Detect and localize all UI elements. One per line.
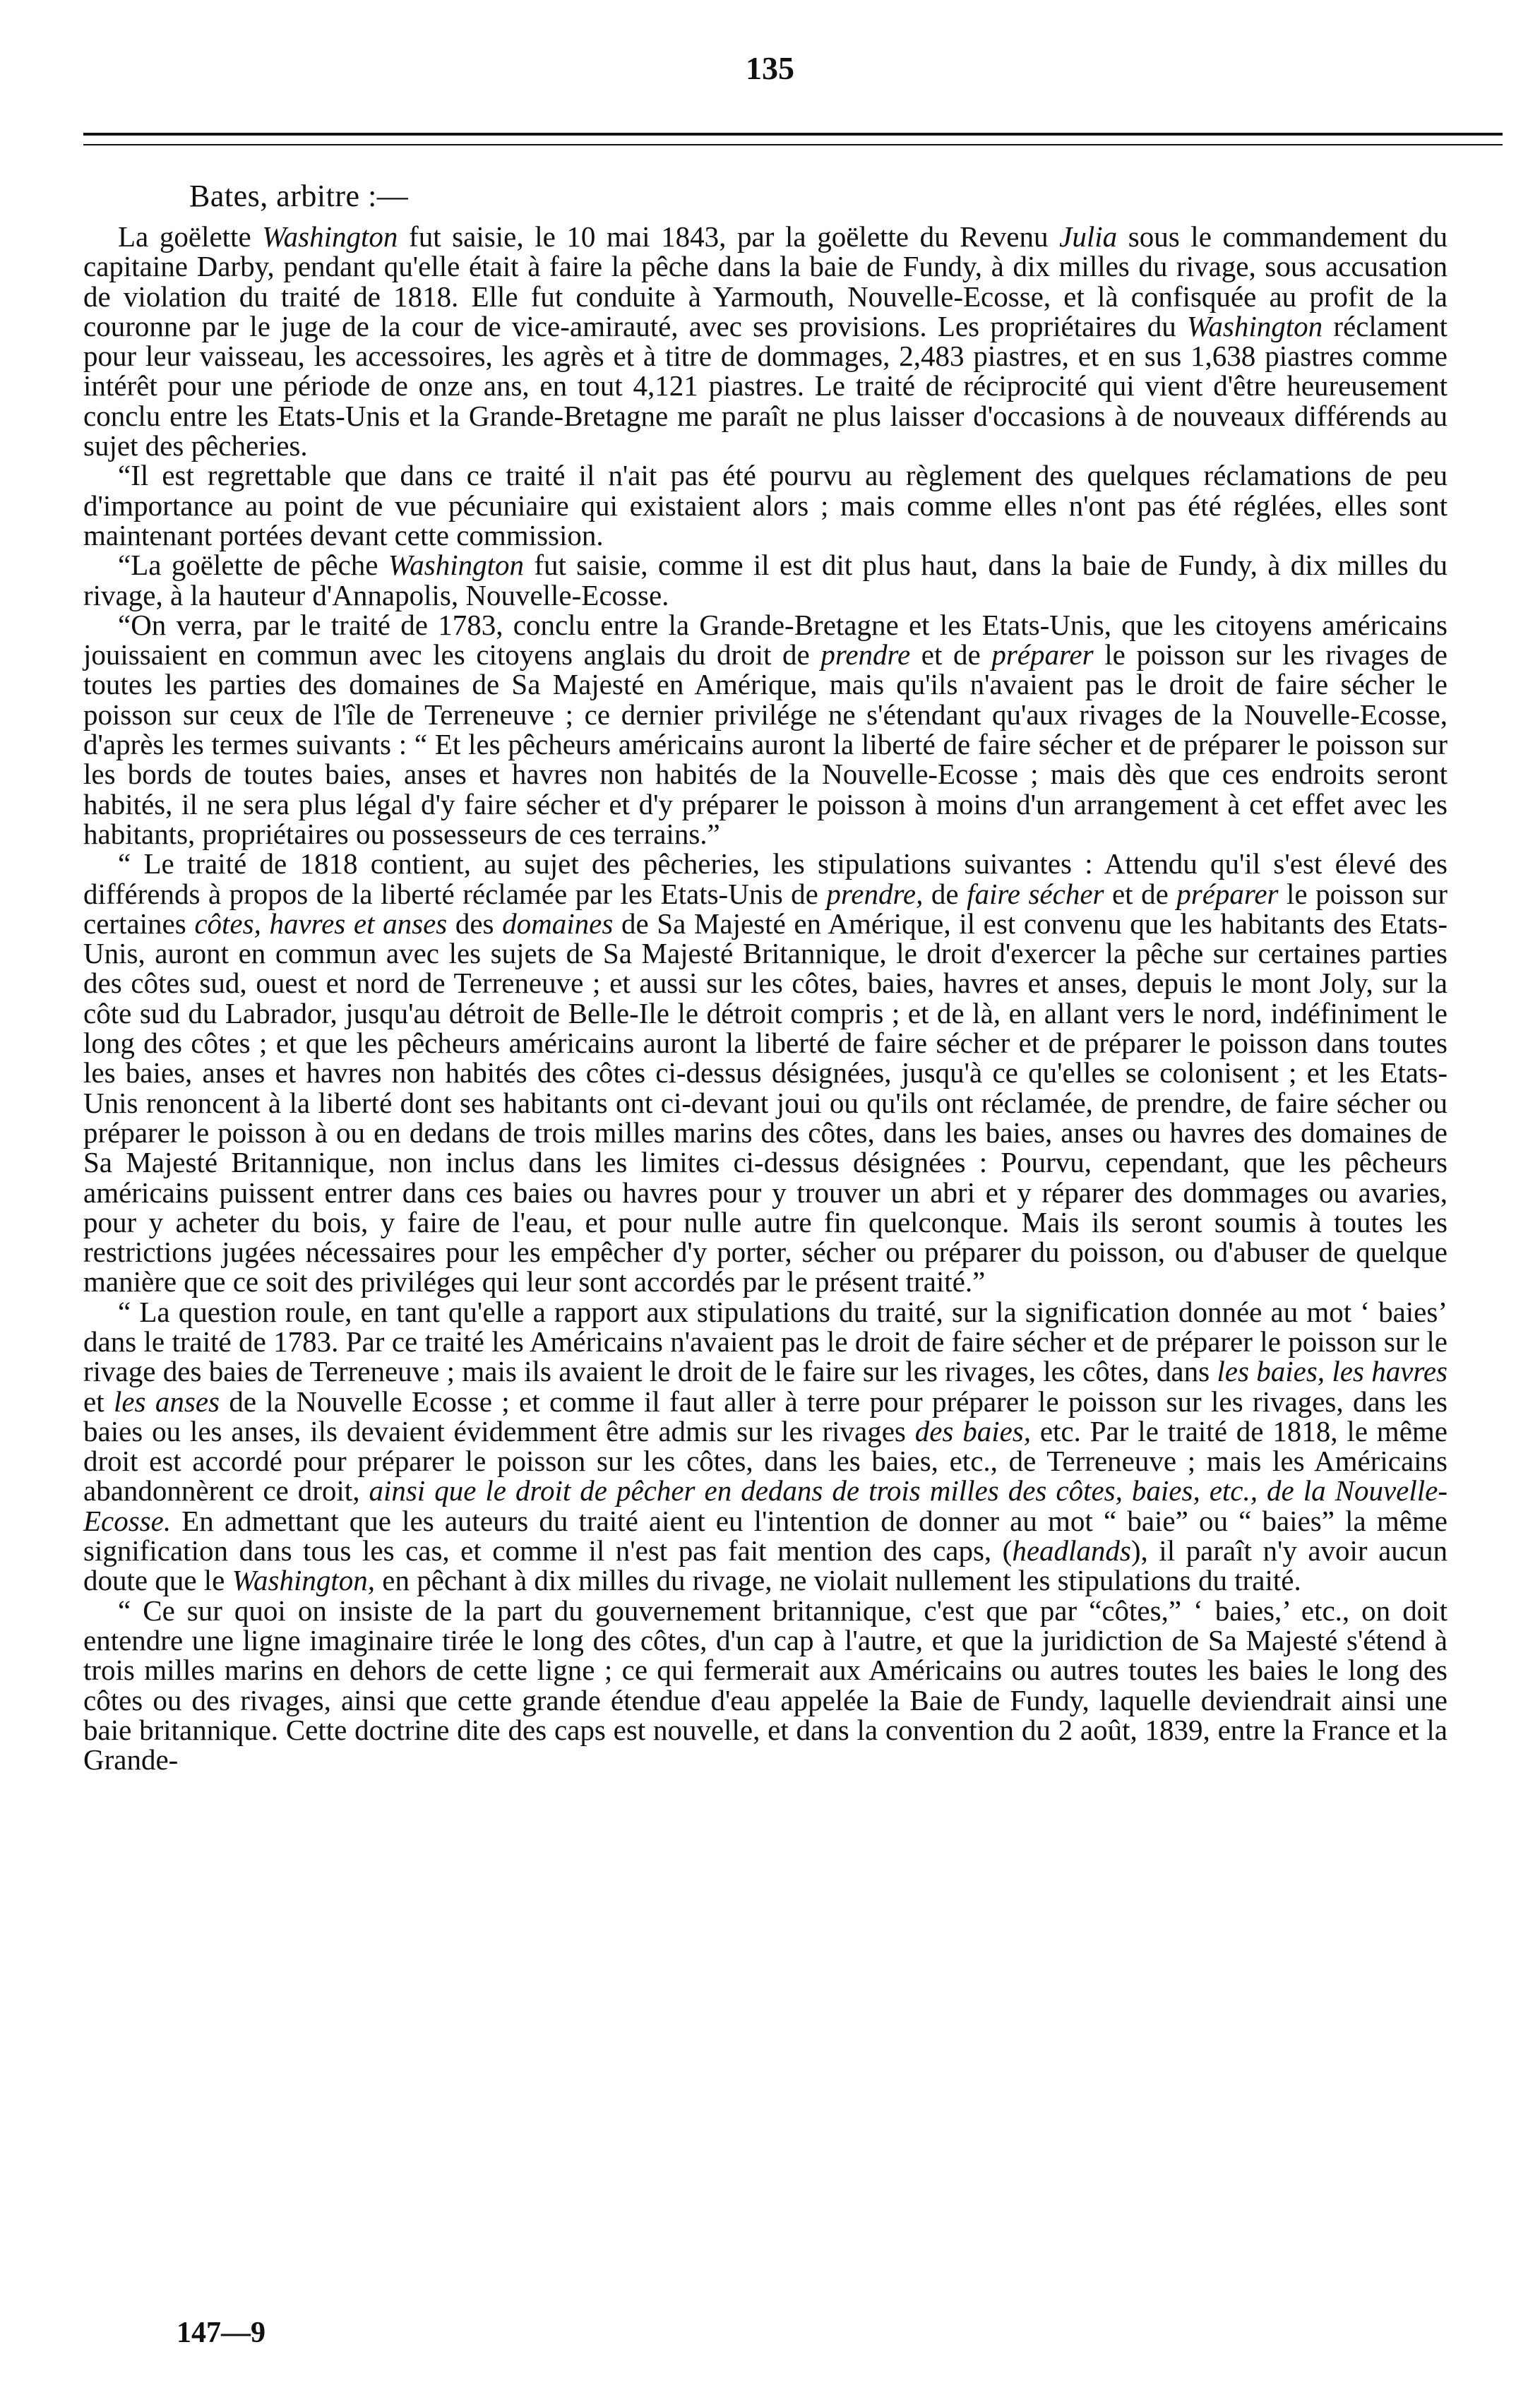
text-run: “ La question roule, en tant qu'elle a rapport aux stipulations du traité, sur la signification donnée au mot ‘ baies’ dans le traité de 1783. Par ce traité les Américains n'avaient pas le droit de faire sécher et de préparer le poisson sur le rivage des baies de Terreneuve ; mais ils avaient le droit de le faire sur les rivages, les côtes, dans: [83, 1295, 1448, 1388]
text-run: “ Le traité de 1818 contient, au sujet des pêcheries, les stipulations suivantes : Attendu qu'il s'est élevé des différends à propos de la liberté réclamée par les Etats-Unis de: [83, 847, 1448, 910]
text-run: de Sa Majesté en Amérique, il est convenu que les habitants des Etats-Unis, auront en commun avec les sujets de Sa Majesté Britannique, le droit d'exercer la pêche sur certaines parties des côtes sud, ouest et nord de Terreneuve ; et aussi sur les côtes, baies, havres et anses, depuis le mont Joly, sur la côte sud du Labrador, jusqu'au détroit de Belle-Ile le détroit compris ; et de là, en allant vers le nord, indéfiniment le long des côtes ; et que les pêcheurs américains auront la liberté de faire sécher et de préparer le poisson dans toutes les baies, anses et havres non habités des côtes ci-dessus désignées, jusqu'à ce qu'elles se colonisent ; et les Etats-Unis renoncent à la liberté dont ses habitants ont ci-devant joui ou qu'ils ont réclamée, de prendre, de faire sécher ou préparer le poisson à ou en dedans de trois milles marins des côtes, dans les baies, anses ou havres des domaines de Sa Majesté Britannique, non inclus dans les limites ci-dessus désignées : Pourvu, cependant, que les pêcheurs américains puissent entrer dans ces baies ou havres pour y trouver un abri et y réparer des dommages ou avaries, pour y acheter du bois, y faire de l'eau, et pour nulle autre fin quelconque. Mais ils seront soumis à toutes les restrictions jugées nécessaires pour les empêcher d'y porter, sécher ou préparer du poisson, ou d'abuser de quelque manière que ce soit des priviléges qui leur sont accordés par le présent traité.”: [83, 907, 1448, 1298]
italic-text: prendre: [820, 638, 911, 671]
italic-text: les anses: [113, 1385, 220, 1418]
italic-text: des baies,: [914, 1414, 1031, 1447]
text-run: fut saisie, le 10 mai 1843, par la goëlette du Revenu: [398, 220, 1060, 253]
italic-text: Washington: [1186, 309, 1323, 342]
italic-text: les baies, les havres: [1217, 1355, 1448, 1388]
section-heading: Bates, arbitre :—: [189, 179, 409, 213]
text-run: de: [923, 877, 967, 910]
italic-text: faire sécher: [967, 877, 1104, 910]
paragraph: [83, 1596, 1448, 1775]
text-run: “La goëlette de pêche: [118, 549, 388, 582]
text-run: “On verra, par le traité de 1783, conclu entre la Grande-Bretagne et les Etats-Unis, que les citoyens américains jouissaient en commun avec les citoyens anglais du droit de: [83, 608, 1448, 671]
header-rule-thin: [83, 144, 1503, 145]
italic-text: Washington: [262, 220, 398, 253]
paragraph: [83, 460, 1448, 550]
text-run: sous le commandement du capitaine Darby, pendant qu'elle était à faire la pêche dans la baie de Fundy, à dix milles du rivage, sous accusation de violation du traité de 1818. Elle fut conduite à Yarmouth, Nouvelle-Ecosse, et là confisquée au profit de la couronne par le juge de la cour de vice-amirauté, avec ses provisions. Les propriétaires du: [83, 220, 1448, 342]
text-run: le poisson sur les rivages de toutes les parties des domaines de Sa Majesté en Amérique, mais qu'ils n'avaient pas le droit de faire sécher le poisson sur ceux de l'île de Terreneuve ; ce dernier privilége ne s'étendant qu'aux rivages de la Nouvelle-Ecosse, d'après les termes suivants : “ Et les pêcheurs américains auront la liberté de faire sécher et de préparer le poisson sur les bords de toutes baies, anses et havres non habités de la Nouvelle-Ecosse ; mais dès que ces endroits seront habités, il ne sera plus légal d'y faire sécher et d'y préparer le poisson à moins d'un arrangement à cet effet avec les habitants, propriétaires ou possesseurs de ces terrains.”: [83, 638, 1448, 850]
italic-text: prendre,: [826, 877, 924, 910]
italic-text: côtes, havres et anses: [194, 907, 448, 940]
paragraph: [83, 610, 1448, 849]
text-run: “ Ce sur quoi on insiste de la part du gouvernement britannique, c'est que par “côtes,” ‘ baies,’ etc., on doit entendre une ligne imaginaire tirée le long des côtes, d'un cap à l'autre, et que la juridiction de Sa Majesté s'étend à trois milles marins en dehors de cette ligne ; ce qui fermerait aux Américains ou autres toutes les baies le long des côtes ou des rivages, ainsi que cette grande étendue d'eau appelée la Baie de Fundy, laquelle deviendrait ainsi une baie britannique. Cette doctrine dite des caps est nouvelle, et dans la convention du 2 août, 1839, entre la France et la Grande-: [83, 1594, 1448, 1776]
italic-text: préparer: [1176, 877, 1279, 910]
page-number: 135: [746, 50, 794, 86]
text-run: etc. Par le traité de 1818, le même droit est accordé pour préparer le poisson sur les côtes, dans les baies, etc., de Terreneuve ; mais les Américains abandonnèrent ce droit,: [83, 1414, 1448, 1507]
italic-text: préparer: [991, 638, 1094, 671]
text-run: et: [83, 1385, 114, 1418]
italic-text: headlands: [1012, 1534, 1131, 1567]
text-run: “Il est regrettable que dans ce traité il n'ait pas été pourvu au règlement des quelques réclamations de peu d'importance au point de vue pécuniaire qui existaient alors ; mais comme elles n'ont pas été réglées, elles sont maintenant portées devant cette commission.: [83, 459, 1448, 551]
text-run: des: [447, 907, 503, 940]
header-rule-thick: [83, 133, 1503, 136]
italic-text: Washington,: [232, 1564, 376, 1597]
text-run: fut saisie, comme il est dit plus haut, dans la baie de Fundy, à dix milles du rivage, à la hauteur d'Annapolis, Nouvelle-Ecosse.: [83, 549, 1448, 611]
text-run: ), il paraît n'y avoir aucun doute que le: [83, 1534, 1448, 1597]
text-run: La goëlette: [118, 220, 263, 253]
paragraph: [83, 1297, 1448, 1596]
italic-text: Washington: [388, 549, 524, 582]
text-run: réclament pour leur vaisseau, les accessoires, les agrès et à titre de dommages, 2,483 piastres, et en sus 1,638 piastres comme intérêt pour une période de onze ans, en tout 4,121 piastres. Le traité de réciprocité qui vient d'être heureusement conclu entre les Etats-Unis et la Grande-Bretagne me paraît ne plus laisser d'occasions à de nouveaux différends au sujet des pêcheries.: [83, 309, 1448, 462]
italic-text: Julia: [1059, 220, 1118, 253]
italic-text: ainsi que le droit de pêcher en dedans de trois milles des côtes, baies, etc., de la Nouvelle-Ecosse.: [83, 1474, 1448, 1537]
signature-mark: 147—9: [177, 2317, 265, 2349]
text-run: et de: [1104, 877, 1177, 910]
paragraph: [83, 222, 1448, 460]
italic-text: domaines: [502, 907, 614, 940]
body-text: [83, 222, 1448, 1774]
text-run: de la Nouvelle Ecosse ; et comme il faut aller à terre pour préparer le poisson sur les rivages, dans les baies ou les anses, ils devaient évidemment être admis sur les rivages: [83, 1385, 1448, 1447]
text-run: le poisson sur certaines: [83, 877, 1448, 940]
text-run: et de: [910, 638, 992, 671]
paragraph: [83, 849, 1448, 1296]
paragraph: [83, 550, 1448, 610]
text-run: En admettant que les auteurs du traité aient eu l'intention de donner au mot “ baie” ou “ baies” la même signification dans tous les cas, et comme il n'est pas fait mention des caps, (: [83, 1504, 1448, 1567]
text-run: en pêchant à dix milles du rivage, ne violait nullement les stipulations du traité.: [375, 1564, 1301, 1597]
